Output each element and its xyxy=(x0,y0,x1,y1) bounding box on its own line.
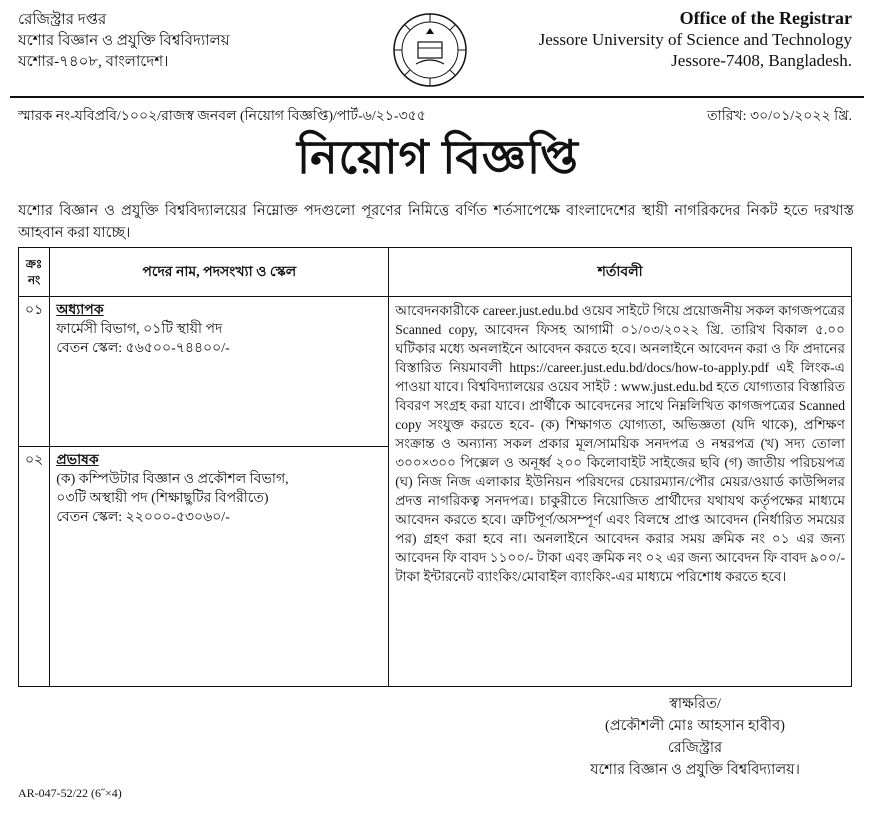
post-title: অধ্যাপক xyxy=(56,303,104,318)
intro-paragraph: যশোর বিজ্ঞান ও প্রযুক্তি বিশ্ববিদ্যালয়ের নিম্নোক্ত পদগুলো পূরণের নিমিত্তে বর্ণিত শর্তসাপেক্ষে বাংলাদেশের স্থায়ী নাগরিকদের নিকট হতে দরখাস্ত আহবান করা যাচ্ছে। xyxy=(18,203,854,241)
col-serial-label-2: নং xyxy=(27,273,41,287)
table-header-row xyxy=(19,248,852,297)
post-scale: বেতন স্কেল: ২২০০০-৫৩০৬০/- xyxy=(56,510,230,525)
terms-text: আবেদনকারীকে career.just.edu.bd ওয়েব সাইটে গিয়ে প্রয়োজনীয় সকল কাগজপত্রের Scanned copy, আবেদন ফিসহ আগামী ০১/০৩/২০২২ খ্রি. তারিখ বিকাল ৫.০০ ঘটিকার মধ্যে অনলাইনে আবেদন করতে হবে। অনলাইনে আবেদন করা ও ফি প্রদানের বিস্তারিত নিয়মাবলী https://career.just.edu.bd/docs/how-to-apply.pdf এই লিংক-এ পাওয়া যাবে। বিশ্ববিদ্যালয়ের ওয়েব সাইট : www.just.edu.bd হতে যোগ্যতার বিস্তারিত বিবরণ সংগ্রহ করা যাবে। প্রার্থীকে আবেদনের সাথে নিম্নলিখিত কাগজপত্রের Scanned copy সংযুক্ত করতে হবে- (ক) শিক্ষাগত যোগ্যতা, অভিজ্ঞতা (যদি থাকে), প্রশিক্ষণ সংক্রান্ত ও অন্যান্য সকল প্রকার মূল/সাময়িক সনদপত্র ও নম্বরপত্র (খ) সদ্য তোলা ৩০০×৩০০ পিক্সেল ও অনূর্ধ্ব ২০০ কিলোবাইট সাইজের ছবি (গ) জাতীয় পরিচয়পত্র (ঘ) নিজ নিজ এলাকার ইউনিয়ন পরিষদের চেয়ারম্যান/পৌর মেয়র/ওয়ার্ড কাউন্সিলর প্রদত্ত নাগরিকত্ব সনদপত্র। চাকুরীতে নিয়োজিত প্রার্থীদের যথাযথ কর্তৃপক্ষের মাধ্যমে আবেদন করতে হবে। ত্রুটিপূর্ণ/অসম্পূর্ণ এবং বিলম্বে প্রাপ্ত আবেদন (নির্ধারিত সময়ের পর) গ্রহণ করা হবে না। অনলাইনে আবেদন করার সময় ক্রমিক নং ০১ এর জন্য আবেদন ফি বাবদ ১১০০/- টাকা এবং ক্রমিক নং ০২ এর জন্য আবেদন ফি বাবদ ৯০০/- টাকা ইন্টারনেট ব্যাংকিং/মোবাইল ব্যাংকিং-এর মাধ্যমে পরিশোধ করতে হবে। xyxy=(395,303,845,584)
col-serial-header xyxy=(19,248,50,297)
row-serial: ০২ xyxy=(19,447,50,687)
recruitment-table xyxy=(18,247,852,687)
university-seal-logo xyxy=(392,12,468,88)
col-terms-header: শর্তাবলী xyxy=(389,248,852,297)
header-bangla xyxy=(18,10,338,73)
post-detail: ০৩টি অস্থায়ী পদ (শিক্ষাছুটির বিপরীতে) xyxy=(56,491,269,506)
reference-code: AR-047-52/22 (6˝×4) xyxy=(18,786,122,800)
header-bn-university: যশোর বিজ্ঞান ও প্রযুক্তি বিশ্ববিদ্যালয় xyxy=(18,33,230,49)
row-post xyxy=(50,447,389,687)
header-en-office: Office of the Registrar xyxy=(679,8,852,28)
post-detail: (ক) কম্পিউটার বিজ্ঞান ও প্রকৌশল বিভাগ, xyxy=(56,472,289,487)
post-title: প্রভাষক xyxy=(56,453,99,468)
row-serial: ০১ xyxy=(19,297,50,447)
signature-block xyxy=(550,693,840,781)
header-en-address: Jessore-7408, Bangladesh. xyxy=(671,51,852,70)
memo-date: তারিখ: ৩০/০১/২০২২ খ্রি. xyxy=(707,109,852,124)
terms-cell xyxy=(389,297,852,687)
header-bn-office: রেজিস্ট্রার দপ্তর xyxy=(18,12,107,28)
header-english xyxy=(492,8,852,71)
post-detail: ফার্মেসী বিভাগ, ০১টি স্থায়ী পদ xyxy=(56,322,223,337)
notice-title: নিয়োগ বিজ্ঞপ্তি xyxy=(297,132,579,183)
col-serial-label-1: ক্রঃ xyxy=(25,257,43,271)
header-divider xyxy=(10,96,864,98)
col-post-header: পদের নাম, পদসংখ্যা ও স্কেল xyxy=(50,248,389,297)
signatory-name: (প্রকৌশলী মোঃ আহসান হাবীব) xyxy=(605,718,785,734)
post-scale: বেতন স্কেল: ৫৬৫০০-৭৪৪০০/- xyxy=(56,341,230,356)
table-row xyxy=(19,297,852,447)
header-en-university: Jessore University of Science and Technology xyxy=(538,30,852,49)
header-bn-address: যশোর-৭৪০৮, বাংলাদেশ। xyxy=(18,54,169,70)
memo-number: স্মারক নং-যবিপ্রবি/১০০২/রাজস্ব জনবল (নিয়োগ বিজ্ঞপ্তি)/পার্ট-৬/২১-৩৫৫ xyxy=(18,109,426,124)
signed-label: স্বাক্ষরিত/ xyxy=(669,696,721,712)
row-post xyxy=(50,297,389,447)
signatory-institution: যশোর বিজ্ঞান ও প্রযুক্তি বিশ্ববিদ্যালয়। xyxy=(590,762,800,778)
signatory-designation: রেজিস্ট্রার xyxy=(667,740,723,756)
